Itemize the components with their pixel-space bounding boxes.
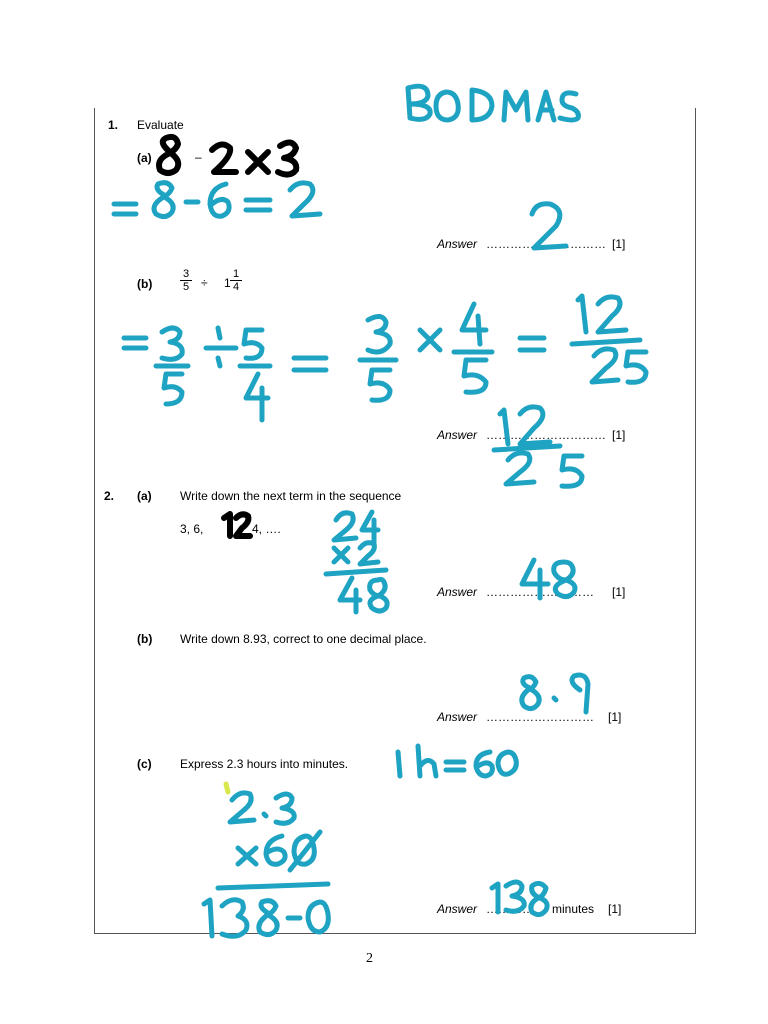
q1b-answer-label: Answer [437, 428, 478, 442]
q2b-answer-dots: ……………………… [486, 710, 594, 724]
q2c-answer-dots: ………… [486, 902, 534, 916]
q2b-marks: [1] [608, 710, 622, 724]
q1a-answer-label: Answer [437, 237, 478, 251]
handwritten-q1a-expression [159, 137, 296, 175]
handwritten-bodmas [408, 86, 578, 120]
handwritten-q2a-sequence-term [224, 514, 250, 536]
handwritten-q2c-note [398, 746, 516, 776]
q2b-question: Write down 8.93, correct to one decimal place. [180, 632, 427, 646]
handwritten-q1a-answer [532, 204, 566, 248]
handwritten-q2c-answer [492, 882, 547, 915]
q1b-fraction-1-denominator: 5 [182, 281, 190, 293]
q2b-label: (b) [137, 632, 153, 646]
q2a-sequence-suffix: 4, …. [252, 522, 281, 536]
question-2-number: 2. [104, 489, 115, 503]
q2a-marks: [1] [612, 585, 626, 599]
q2c-answer-unit: minutes [552, 902, 595, 916]
q2c-label: (c) [137, 757, 152, 771]
handwritten-q2b-answer [522, 675, 588, 712]
q1a-printed-minus: – [195, 150, 202, 164]
q1a-label: (a) [137, 151, 152, 165]
q1b-mixed-whole: 1 [224, 276, 231, 290]
handwritten-q2c-working [204, 784, 328, 936]
q2a-answer-dots: ……………………… [486, 585, 594, 599]
q2c-marks: [1] [608, 902, 622, 916]
handwritten-q2a-working [326, 512, 387, 612]
q1b-marks: [1] [612, 428, 626, 442]
q1b-fraction-2-numerator: 1 [230, 268, 242, 281]
q2a-sequence-prefix: 3, 6, [180, 522, 204, 536]
q2c-answer-label: Answer [437, 902, 478, 916]
handwritten-q1b-answer [494, 407, 582, 486]
q2a-label: (a) [137, 489, 152, 503]
q2a-answer-label: Answer [437, 585, 478, 599]
question-1-instruction: Evaluate [137, 118, 184, 132]
page-number: 2 [366, 951, 373, 966]
q2c-question: Express 2.3 hours into minutes. [180, 757, 349, 771]
q1a-answer-dots: ………………………… [486, 237, 606, 251]
q1b-fraction-1-numerator: 3 [180, 268, 192, 281]
q1b-label: (b) [137, 277, 153, 291]
handwritten-q2a-answer [522, 560, 575, 598]
handwritten-q1a-working [114, 183, 320, 217]
q1b-divide-sign: ÷ [201, 276, 208, 290]
handwritten-q1b-working [124, 296, 646, 420]
q2b-answer-label: Answer [437, 710, 478, 724]
q1b-fraction-2-denominator: 4 [232, 281, 240, 293]
q2a-question: Write down the next term in the sequence [180, 489, 402, 503]
q1a-marks: [1] [612, 237, 626, 251]
question-1-number: 1. [108, 118, 119, 132]
q1b-answer-dots: ………………………… [486, 428, 606, 442]
